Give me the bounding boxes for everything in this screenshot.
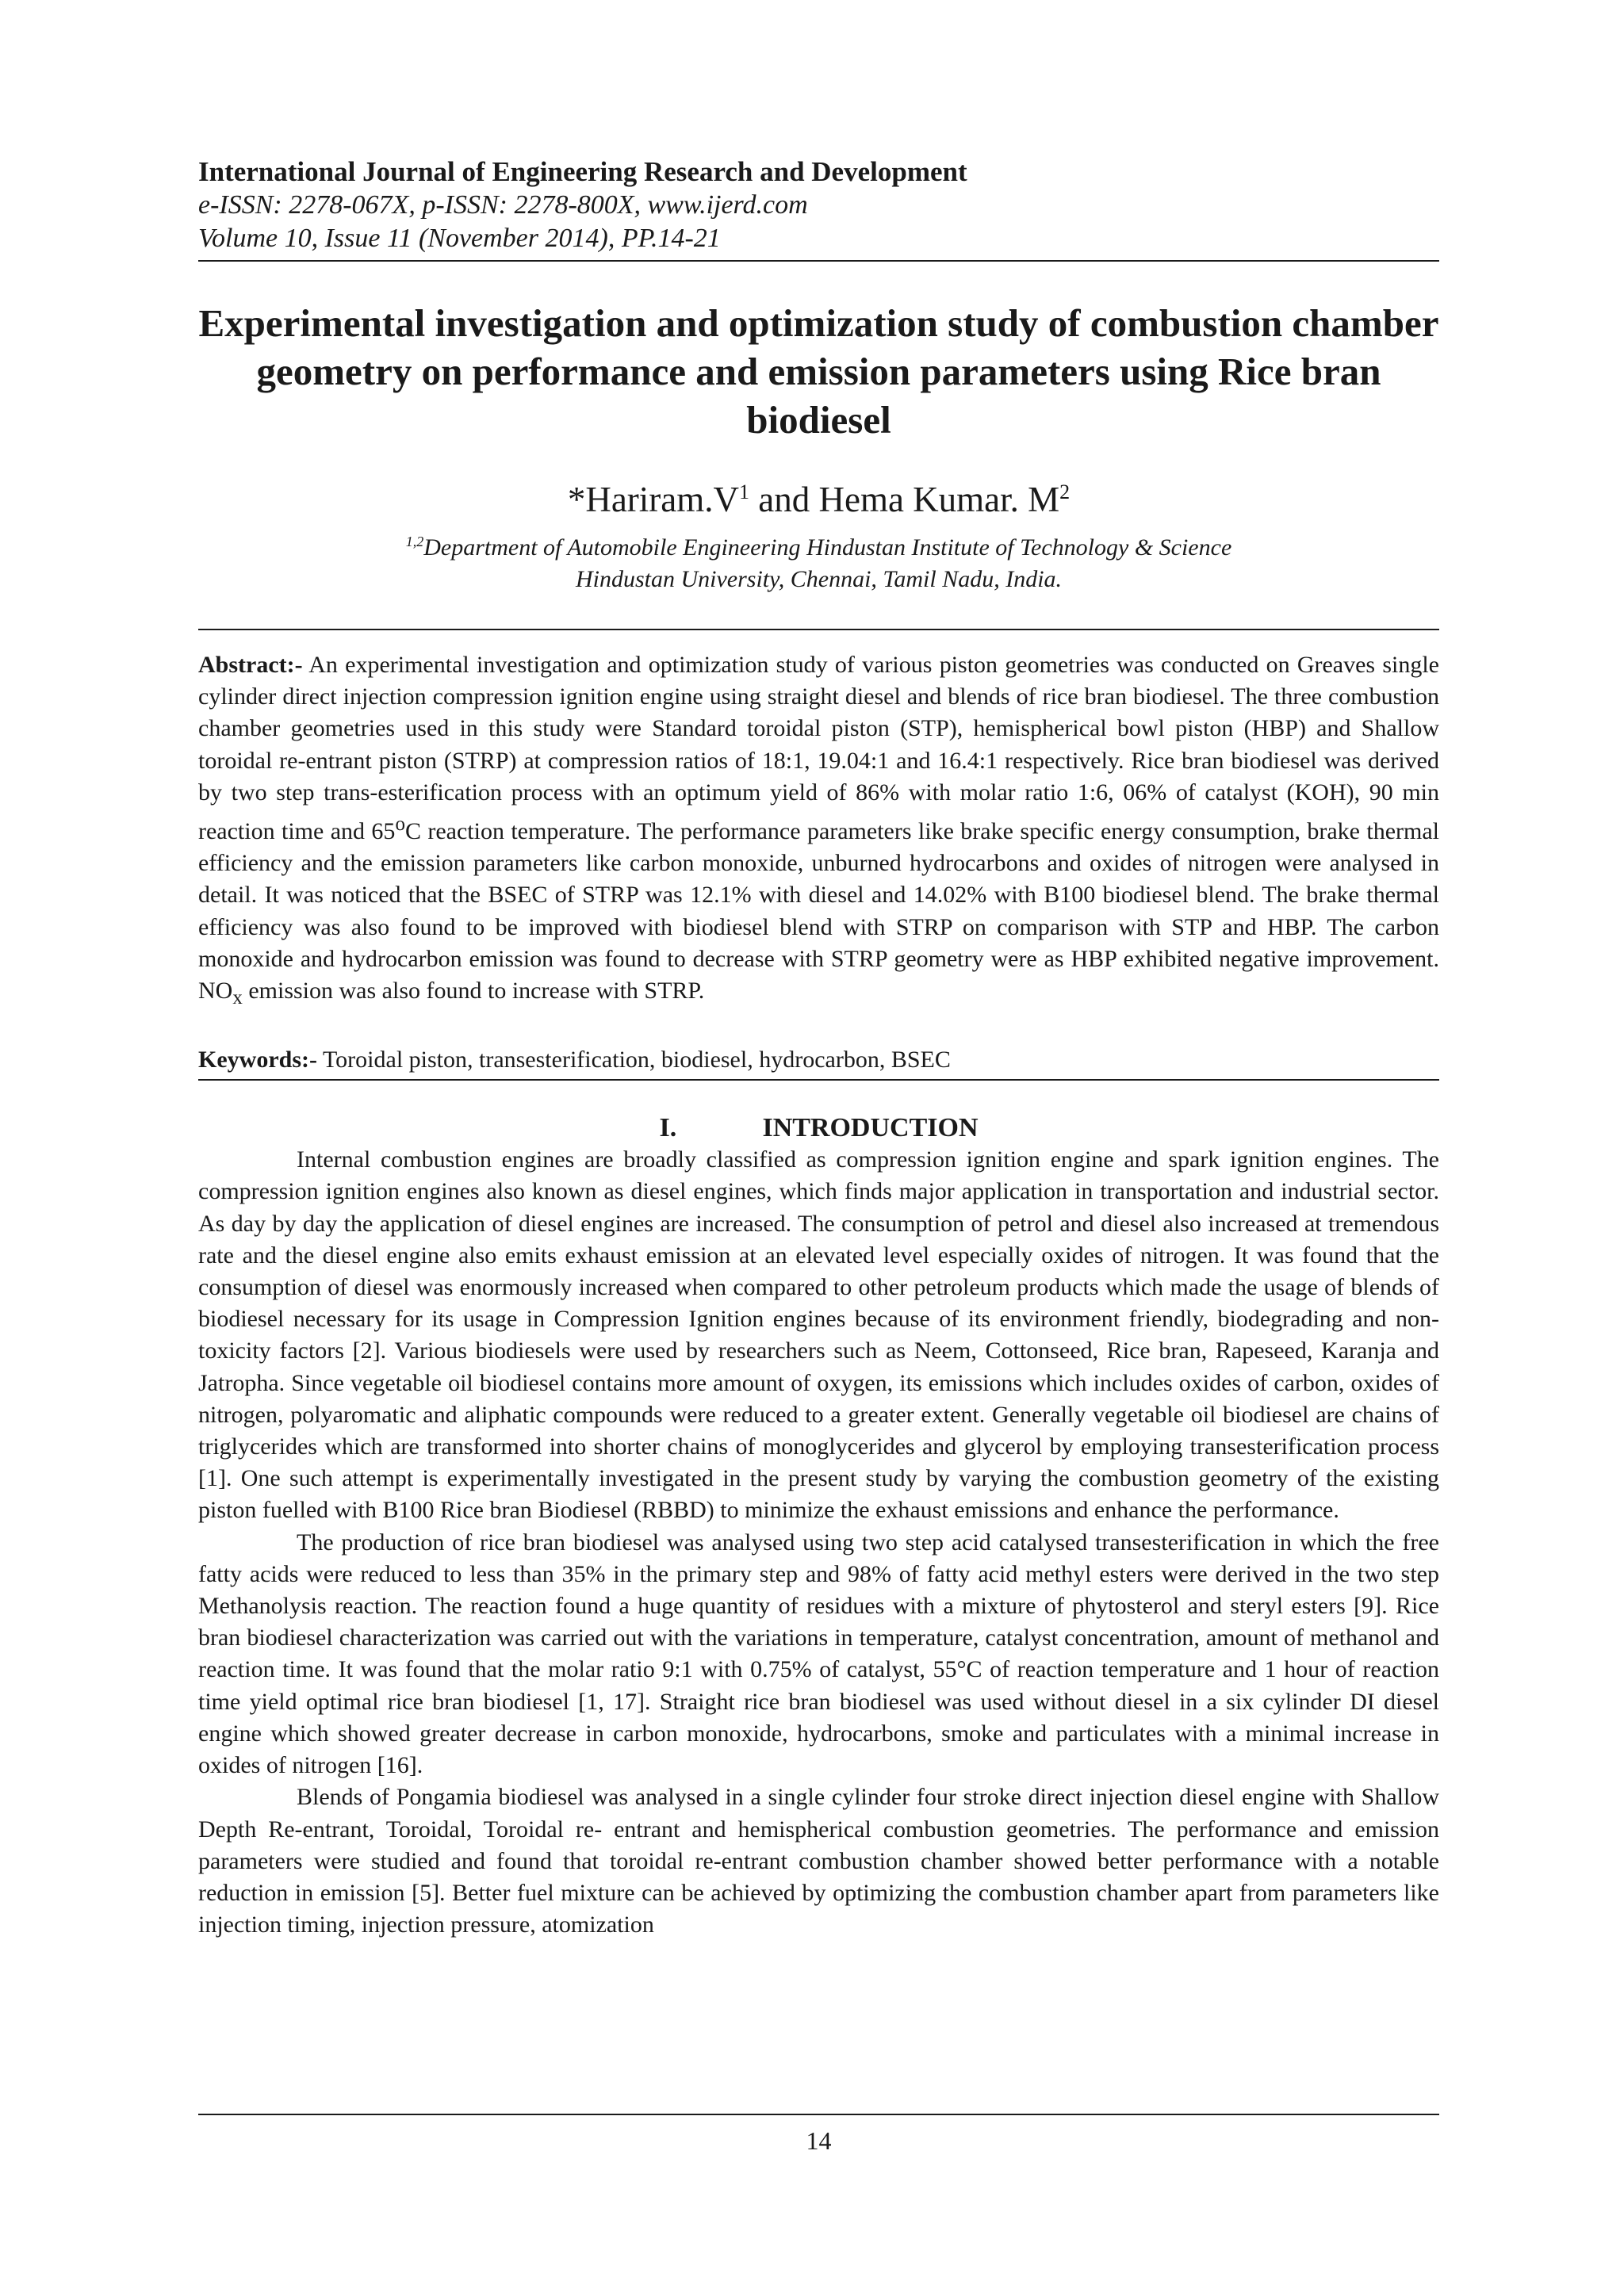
intro-paragraph-3: Blends of Pongamia biodiesel was analysed in a single cylinder four stroke direct injection diesel engine with Shallow Depth Re-entrant, Toroidal, Toroidal re- entrant and hemispherical combustion geometries. The performance and emission parameters were studied and found that toroidal re-entrant combustion chamber showed better performance with a notable reduction in emission [5]. Better fuel mixture can be achieved by optimizing the combustion chamber apart from parameters like injection timing, injection pressure, atomization [198, 1784, 1439, 1938]
journal-volume: Volume 10, Issue 11 (November 2014), PP.14-21 [198, 224, 721, 253]
paper-title: Experimental investigation and optimization study of combustion chamber geometry on performance and emission parameters using Rice bran biodiesel [198, 301, 1439, 442]
abstract-label: Abstract:- [198, 652, 303, 678]
author-1-affiliation-mark: 1 [739, 480, 749, 503]
abstract-text-1: An experimental investigation and optimization study of various piston geometries was conducted on Greaves single cylinder direct injection compression ignition engine using straight diesel and blends of rice bran biodiesel. The three combustion chamber geometries used in this study were Standard toroidal piston (STP), hemispherical bowl piston (HBP) and Shallow toroidal re-entrant piston (STRP) at compression ratios of 18:1, 19.04:1 and 16.4:1 respectively. Rice bran biodiesel was derived by two step trans-esterification process with an optimum yield of 86% with molar ratio 1:6, 06% of catalyst (KOH), 90 min reaction time and 65 [198, 652, 1439, 845]
affiliation-line-2: Hindustan University, Chennai, Tamil Nadu, India. [575, 566, 1063, 592]
abstract-divider [198, 629, 1439, 630]
authors [198, 471, 1439, 521]
header-divider [198, 260, 1439, 262]
keywords [198, 1044, 1439, 1076]
keywords-text: Toroidal piston, transesterification, biodiesel, hydrocarbon, BSEC [316, 1047, 951, 1073]
keywords-label: Keywords:- [198, 1047, 317, 1073]
section-title: INTRODUCTION [762, 1113, 979, 1143]
intro-paragraph-2: The production of rice bran biodiesel was analysed using two step acid catalysed transesterification in which the free fatty acids were reduced to less than 35% in the primary step and 98% of fatty acid methyl esters were derived in the two step Methanolysis reaction. The reaction found a huge quantity of residues with a mixture of phytosterol and steryl esters [9]. Rice bran biodiesel characterization was carried out with the variations in temperature, catalyst concentration, amount of methanol and reaction time. It was found that the molar ratio 9:1 with 0.75% of catalyst, 55°C of reaction temperature and 1 hour of reaction time yield optimal rice bran biodiesel [1, 17]. Straight rice bran biodiesel was used without diesel in a six cylinder DI diesel engine which showed greater decrease in carbon monoxide, hydrocarbons, smoke and particulates with a minimal increase in oxides of nitrogen [16]. [198, 1529, 1439, 1779]
section-number: I. [659, 1113, 677, 1143]
keywords-divider [198, 1079, 1439, 1081]
author-1: *Hariram.V [567, 480, 739, 519]
affiliation-line-1: $^{1,2}$Department of Automobile Engineering Hindustan Institute of Technology & Science [405, 534, 1232, 561]
paper-page [198, 155, 1439, 1941]
nox-subscript: x [232, 987, 243, 1009]
intro-paragraph-1: Internal combustion engines are broadly classified as compression ignition engine and spark ignition engines. The compression ignition engines also known as diesel engines, which finds major application in transportation and industrial sector. As day by day the application of diesel engines are increased. The consumption of petrol and diesel also increased at tremendous rate and the diesel engine also emits exhaust emission at an elevated level especially oxides of nitrogen. It was found that the consumption of diesel was enormously increased when compared to other petroleum products which made the usage of blends of biodiesel necessary for its usage in Compression Ignition engines because of its environment friendly, biodegrading and non-toxicity factors [2]. Various biodiesels were used by researchers such as Neem, Cottonseed, Rice bran, Rapeseed, Karanja and Jatropha. Since vegetable oil biodiesel contains more amount of oxygen, its emissions which includes oxides of carbon, oxides of nitrogen, polyaromatic and aliphatic compounds were reduced to a greater extent. Generally vegetable oil biodiesel are chains of triglycerides which are transformed into shorter chains of monoglycerides and glycerol by employing transesterification process [1]. One such attempt is experimentally investigated in the present study by varying the combustion geometry of the existing piston fuelled with B100 Rice bran Biodiesel (RBBD) to minimize the exhaust emissions and enhance the performance. [198, 1146, 1439, 1524]
journal-issn: e-ISSN: 2278-067X, p-ISSN: 2278-800X, www.ijerd.com [198, 190, 808, 220]
abstract-text-2: C reaction temperature. The performance parameters like brake specific energy consumption, brake thermal efficiency and the emission parameters like carbon monoxide, unburned hydrocarbons and oxides of nitrogen were analysed in detail. It was noticed that the BSEC of STRP was 12.1% with diesel and 14.02% with B100 biodiesel blend. The brake thermal efficiency was also found to be improved with biodiesel blend with STRP on comparison with STP and HBP. The carbon monoxide and hydrocarbon emission was found to decrease with STRP geometry were as HBP exhibited negative improvement. NO [198, 818, 1440, 1004]
page-number: 14 [806, 2126, 832, 2155]
journal-header [198, 155, 1439, 255]
affiliation [198, 526, 1439, 595]
footer-divider [198, 2114, 1439, 2115]
abstract-text-3: emission was also found to increase with STRP. [242, 978, 705, 1004]
author-2: and Hema Kumar. M [749, 480, 1060, 519]
author-2-affiliation-mark: 2 [1059, 480, 1071, 503]
abstract [198, 649, 1439, 1014]
affiliation-mark: 1,2 [405, 534, 424, 549]
page-footer [198, 2114, 1439, 2156]
degree-mark: o [395, 813, 405, 836]
section-heading-introduction [198, 1112, 1439, 1144]
journal-name: International Journal of Engineering Research and Development [198, 156, 967, 187]
